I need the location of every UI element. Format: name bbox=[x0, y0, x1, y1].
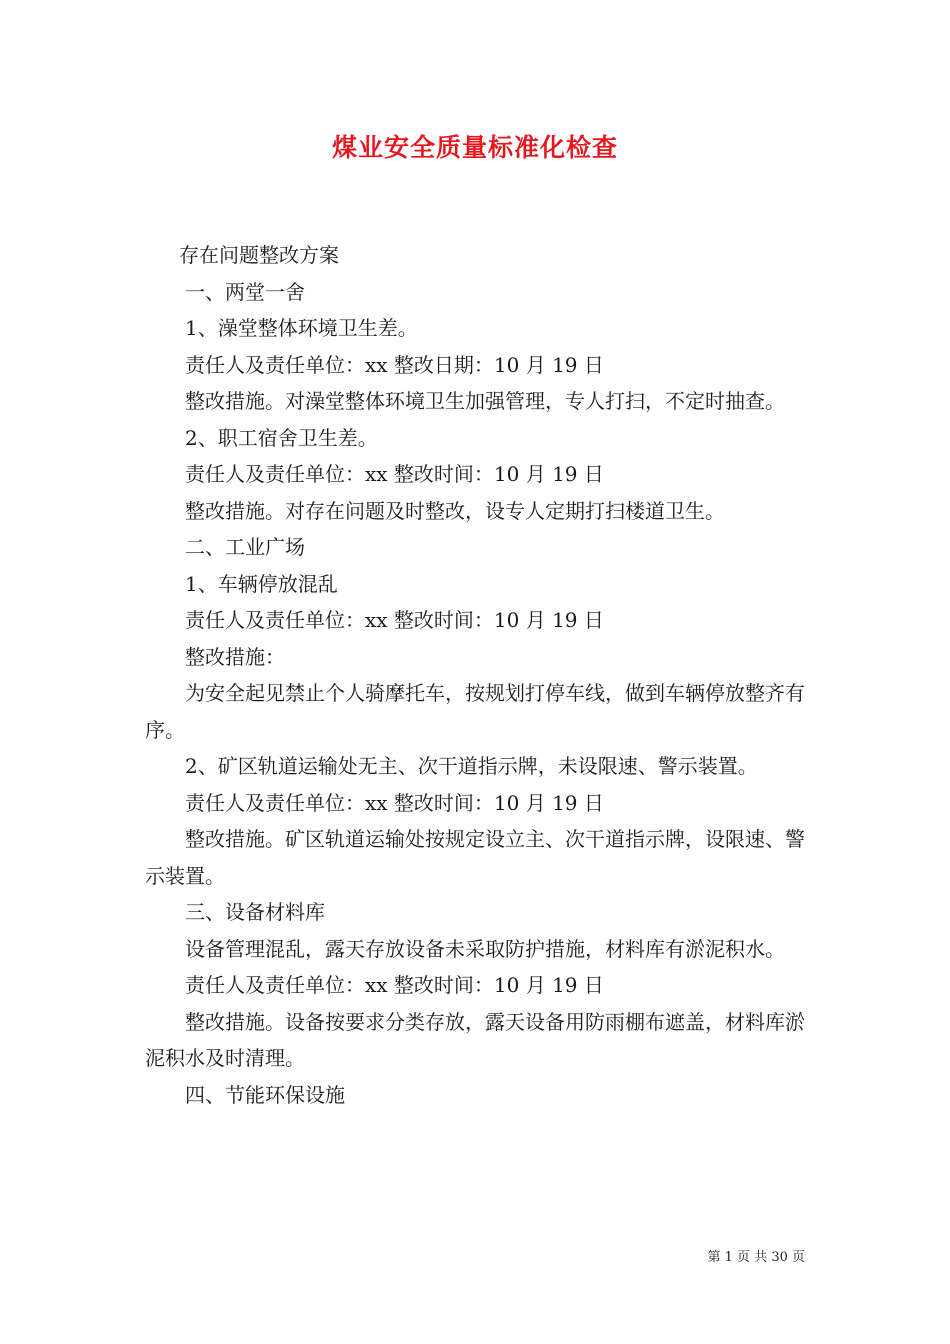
section-heading: 三、设备材料库 bbox=[185, 900, 325, 924]
section-heading: 四、节能环保设施 bbox=[185, 1082, 345, 1107]
paragraph: 为安全起见禁止个人骑摩托车，按规划打停车线，做到车辆停放整齐有序。 bbox=[145, 681, 805, 742]
section-heading: 二、工业广场 bbox=[185, 535, 305, 559]
paragraph: 整改措施。设备按要求分类存放，露天设备用防雨棚布遮盖，材料库淤泥积水及时清理。 bbox=[145, 1009, 805, 1070]
paragraph: 1、澡堂整体环境卫生差。 bbox=[185, 316, 418, 340]
paragraph: 责任人及责任单位：xx 整改日期：10 月 19 日 bbox=[185, 352, 604, 377]
paragraph: 设备管理混乱，露天存放设备未采取防护措施，材料库有淤泥积水。 bbox=[185, 936, 785, 961]
paragraph: 责任人及责任单位：xx 整改时间：10 月 19 日 bbox=[185, 790, 604, 815]
paragraph: 整改措施。矿区轨道运输处按规定设立主、次干道指示牌，设限速、警示装置。 bbox=[145, 827, 805, 888]
section-heading: 一、两堂一舍 bbox=[185, 279, 305, 304]
paragraph: 整改措施： bbox=[185, 644, 285, 669]
paragraph: 存在问题整改方案 bbox=[179, 243, 339, 267]
page-number-footer: 第 1 页 共 30 页 bbox=[707, 1250, 805, 1265]
paragraph: 责任人及责任单位：xx 整改时间：10 月 19 日 bbox=[185, 608, 604, 632]
paragraph: 1、车辆停放混乱 bbox=[185, 571, 338, 596]
paragraph: 2、职工宿舍卫生差。 bbox=[185, 425, 378, 450]
document-body bbox=[145, 237, 810, 1113]
paragraph: 责任人及责任单位：xx 整改时间：10 月 19 日 bbox=[185, 462, 604, 486]
paragraph: 2、矿区轨道运输处无主、次干道指示牌，未设限速、警示装置。 bbox=[185, 754, 758, 778]
paragraph: 整改措施。对澡堂整体环境卫生加强管理，专人打扫，不定时抽查。 bbox=[185, 389, 785, 413]
paragraph: 整改措施。对存在问题及时整改，设专人定期打扫楼道卫生。 bbox=[185, 498, 725, 523]
document-title: 煤业安全质量标准化检查 bbox=[331, 133, 618, 162]
paragraph: 责任人及责任单位：xx 整改时间：10 月 19 日 bbox=[185, 973, 604, 997]
